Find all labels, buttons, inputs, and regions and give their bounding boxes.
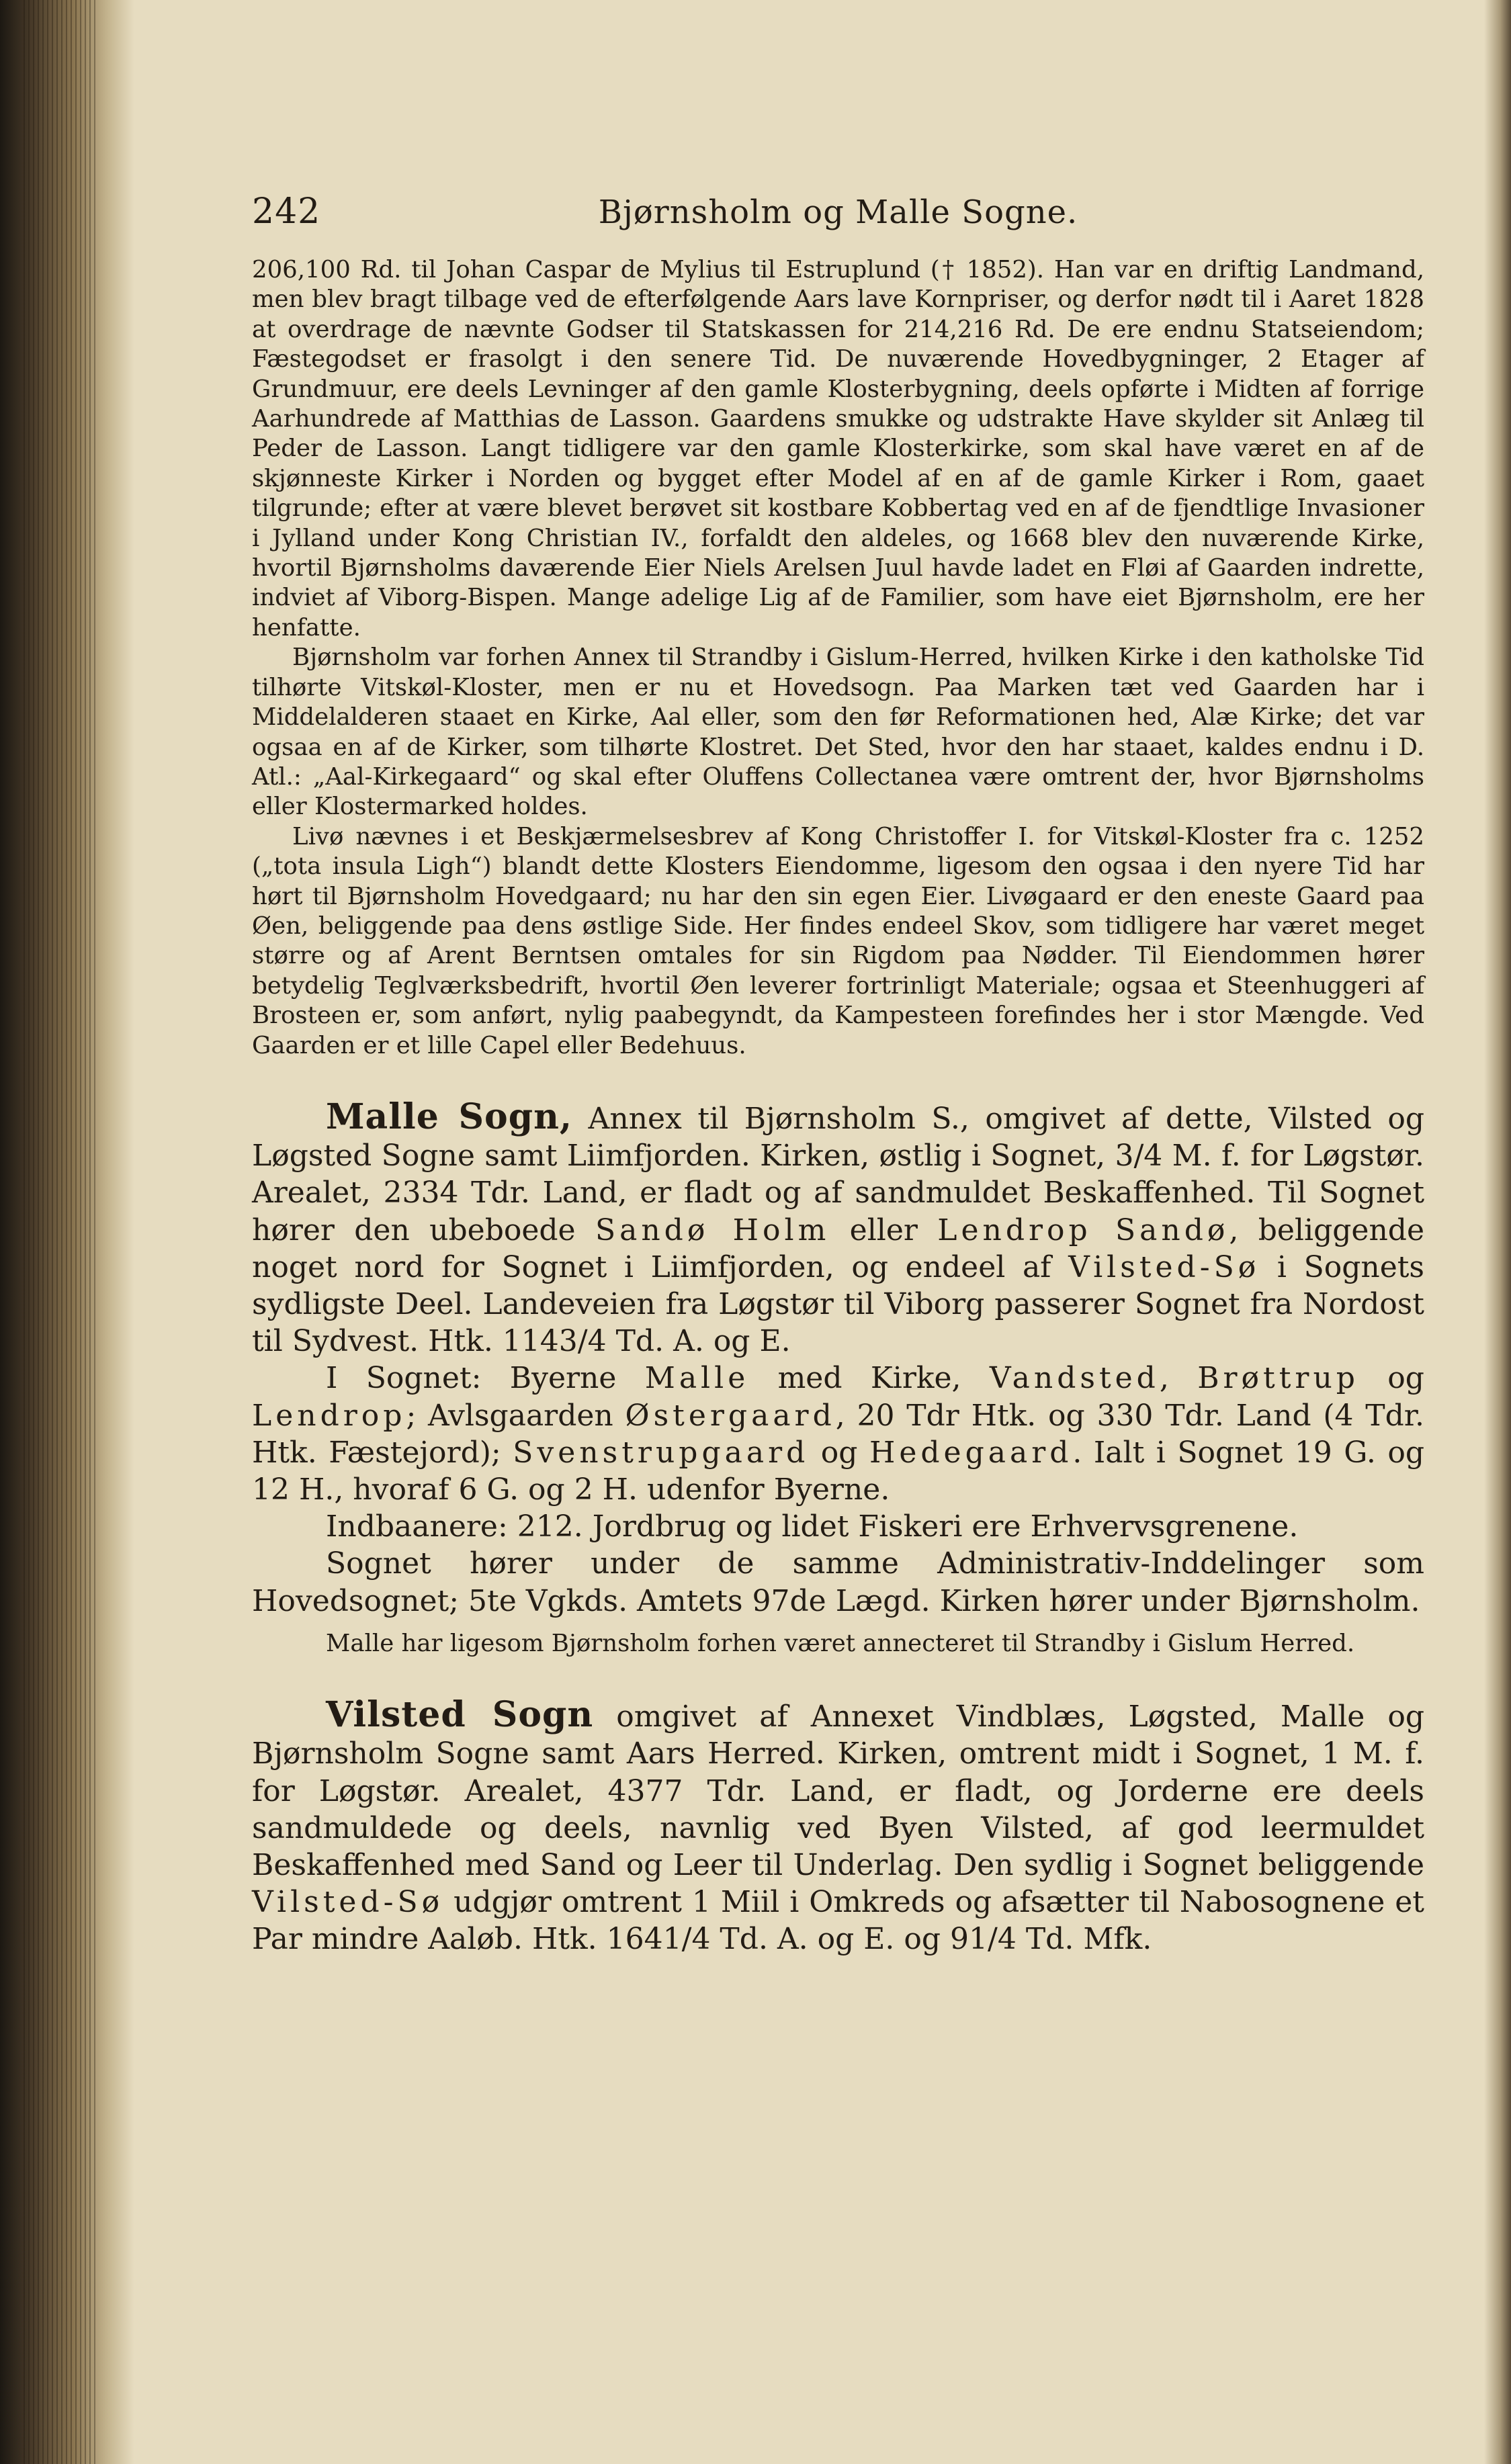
note-paragraph: Malle har ligesom Bjørnsholm forhen været annecteret til Strandby i Gislum Herred. xyxy=(326,1629,1355,1657)
paragraph: 206,100 Rd. til Johan Caspar de Mylius til Estruplund († 1852). Han var en driftig Landmand, men blev bragt tilbage ved de efterfølgende Aars lave Kornpriser, og derfor nødt til i Aaret 1828 at overdrage de nævnte Godser til Statskassen for 214,216 Rd. De ere endnu Statseiendom; Fæstegodset er frasolgt i den senere Tid. De nuværende Hovedbygninger, 2 Etager af Grundmuur, ere deels Levninger af den gamle Klosterbygning, deels opførte i Midten af forrige Aarhundrede af Matthias de Lasson. Gaardens smukke og udstrakte Have skylder sit Anlæg til Peder de Lasson. Langt tidligere var den gamle Klosterkirke, som skal have været en af de skjønneste Kirker i Norden og bygget efter Model af en af de gamle Kirker i Rom, gaaet tilgrunde; efter at være blevet berøvet sit kostbare Kobbertag ved en af de fjendtlige Invasioner i Jylland under Kong Christian IV., forfaldt den aldeles, og 1668 blev den nuværende Kirke, hvortil Bjørnsholms daværende Eier Niels Arelsen Juul havde ladet en Fløi af Gaarden indrette, indviet af Viborg-Bispen. Mange adelige Lig af de Familier, som have eiet Bjørnsholm, ere her henfatte. xyxy=(252,256,1424,642)
running-header xyxy=(252,181,1424,255)
text-run: ; Avlsgaarden xyxy=(406,1398,625,1433)
section-gap xyxy=(252,1659,1424,1696)
spaced-name: Østergaard xyxy=(625,1398,836,1433)
section-heading: Vilsted Sogn xyxy=(326,1694,594,1736)
fraction: 1/4 xyxy=(969,1922,1017,1957)
vilsted-section xyxy=(252,1696,1424,1957)
page-edges xyxy=(24,0,97,2464)
text-run: eller xyxy=(830,1213,938,1247)
text-run: Td. Mfk. xyxy=(1016,1922,1152,1957)
text-run: M. f. for Løgstør. Arealet, 2334 Tdr. Land, er fladt og af sandmuldet Beskaffenhed. Til Sognet hører den ubeboede xyxy=(252,1139,1425,1247)
text-run: Annex til Bjørnsholm S., omgivet af dette, Vilsted og Løgsted Sogne samt Liimfjorden. Kirken, østlig i Sognet, xyxy=(252,1101,1424,1174)
paragraph: Indbaanere: 212. Jordbrug og lidet Fiskeri ere Erhvervsgrenene. xyxy=(326,1509,1299,1544)
text-run: , 20 Tdr Htk. og 330 Tdr. Land (4 Tdr. Htk. Fæstejord); xyxy=(252,1398,1424,1470)
page-content xyxy=(252,181,1424,1958)
fraction: 3/4 xyxy=(1115,1139,1163,1174)
malle-note xyxy=(252,1629,1424,1659)
page-number: 242 xyxy=(252,191,321,232)
book-spine xyxy=(0,0,134,2464)
text-run: , beliggende noget nord for Sognet i Liimfjorden, og endeel af xyxy=(252,1213,1424,1284)
fraction: 3/4 xyxy=(558,1324,607,1359)
spaced-name: Vilsted-Sø xyxy=(1068,1249,1260,1284)
text-run: og xyxy=(809,1435,869,1470)
spaced-name: Brøttrup xyxy=(1197,1361,1359,1396)
text-run: og xyxy=(1358,1361,1424,1396)
spaced-name: Svenstrupgaard xyxy=(513,1435,810,1470)
text-run: med Kirke, xyxy=(749,1361,990,1396)
text-run: Td. A. og E. og 9 xyxy=(710,1922,969,1957)
spaced-name: Malle xyxy=(644,1361,750,1396)
text-run: , xyxy=(1159,1361,1198,1396)
running-title: Bjørnsholm og Malle Sogne. xyxy=(598,193,1078,231)
section-heading: Malle Sogn, xyxy=(326,1096,573,1137)
spaced-name: Vandsted xyxy=(989,1361,1160,1396)
malle-section xyxy=(252,1098,1424,1620)
text-run: I Sognet: Byerne xyxy=(326,1361,645,1396)
text-run: i Sognets sydligste Deel. Landeveien fra Løgstør til Viborg passerer Sognet fra Nordost til Sydvest. Htk. 114 xyxy=(252,1249,1425,1359)
text-run: Td. A. og E. xyxy=(606,1324,791,1359)
paragraph: Livø nævnes i et Beskjærmelsesbrev af Kong Christoffer I. for Vitskøl-Kloster fra c. 1252 („tota insula Ligh“) blandt dette Klosters Eiendomme, ligesom den ogsaa i den nyere Tid har hørt til Bjørnsholm Hovedgaard; nu har den sin egen Eier. Livøgaard er den eneste Gaard paa Øen, beliggende paa dens østlige Side. Her findes endeel Skov, som tidligere har været meget større og af Arent Berntsen omtales for sin Rigdom paa Nødder. Til Eiendommen hører betydelig Teglværksbedrift, hvortil Øen leverer fortrinligt Materiale; ogsaa et Steenhuggeri af Brosteen er, som anført, nylig paabegyndt, da Kampesteen forefindes her i stor Mængde. Ved Gaarden er et lille Capel eller Bedehuus. xyxy=(252,822,1424,1059)
paragraph: Bjørnsholm var forhen Annex til Strandby i Gislum-Herred, hvilken Kirke i den katholske Tid tilhørte Vitskøl-Kloster, men er nu et Hovedsogn. Paa Marken tæt ved Gaarden har i Middelalderen staaet en Kirke, Aal eller, som den før Reformationen hed, Alæ Kirke; det var ogsaa en af de Kirker, som tilhørte Klostret. Det Sted, hvor den har staaet, kaldes endnu i D. Atl.: „Aal-Kirkegaard“ og skal efter Oluffens Collectanea være omtrent der, hvor Bjørnsholms eller Klostermarked holdes. xyxy=(252,644,1424,821)
spaced-name: Sandø Holm xyxy=(595,1213,830,1247)
fraction: 1/4 xyxy=(662,1922,711,1957)
spacer xyxy=(252,1620,1424,1629)
page-shadow xyxy=(1484,0,1511,2464)
text-run: udgjør omtrent 1 Miil i Omkreds og afsætter til Nabosognene et Par mindre Aaløb. Htk. 164 xyxy=(252,1885,1424,1957)
paragraph: Sognet hører under de samme Administrativ-Inddelinger som Hovedsognet; 5te Vgkds. Amtets 97de Lægd. Kirken hører under Bjørnsholm. xyxy=(252,1546,1424,1618)
text-run: . Ialt i Sognet 19 G. og 12 H., hvoraf 6 G. og 2 H. udenfor Byerne. xyxy=(252,1435,1424,1507)
paragraph xyxy=(252,1696,1424,1957)
bjornsholm-section xyxy=(252,255,1424,1061)
spaced-name: Lendrop Sandø xyxy=(937,1213,1229,1247)
spaced-name: Vilsted-Sø xyxy=(252,1885,444,1920)
text-run: omgivet af Annexet Vindblæs, Løgsted, Malle og Bjørnsholm Sogne samt Aars Herred. Kirken, omtrent midt i Sognet, 1 M. f. for Løgstør. Arealet, 4377 Tdr. Land, er fladt, og Jorderne ere deels sandmuldede og deels, navnlig ved Byen Vilsted, af god leermuldet Beskaffenhed med Sand og Leer til Underlag. Den sydlig i Sognet beliggende xyxy=(252,1700,1424,1883)
spaced-name: Lendrop xyxy=(252,1398,406,1433)
spaced-name: Hedegaard xyxy=(869,1435,1073,1470)
paragraph xyxy=(252,1360,1424,1508)
section-gap xyxy=(252,1061,1424,1098)
paragraph xyxy=(252,1098,1424,1360)
